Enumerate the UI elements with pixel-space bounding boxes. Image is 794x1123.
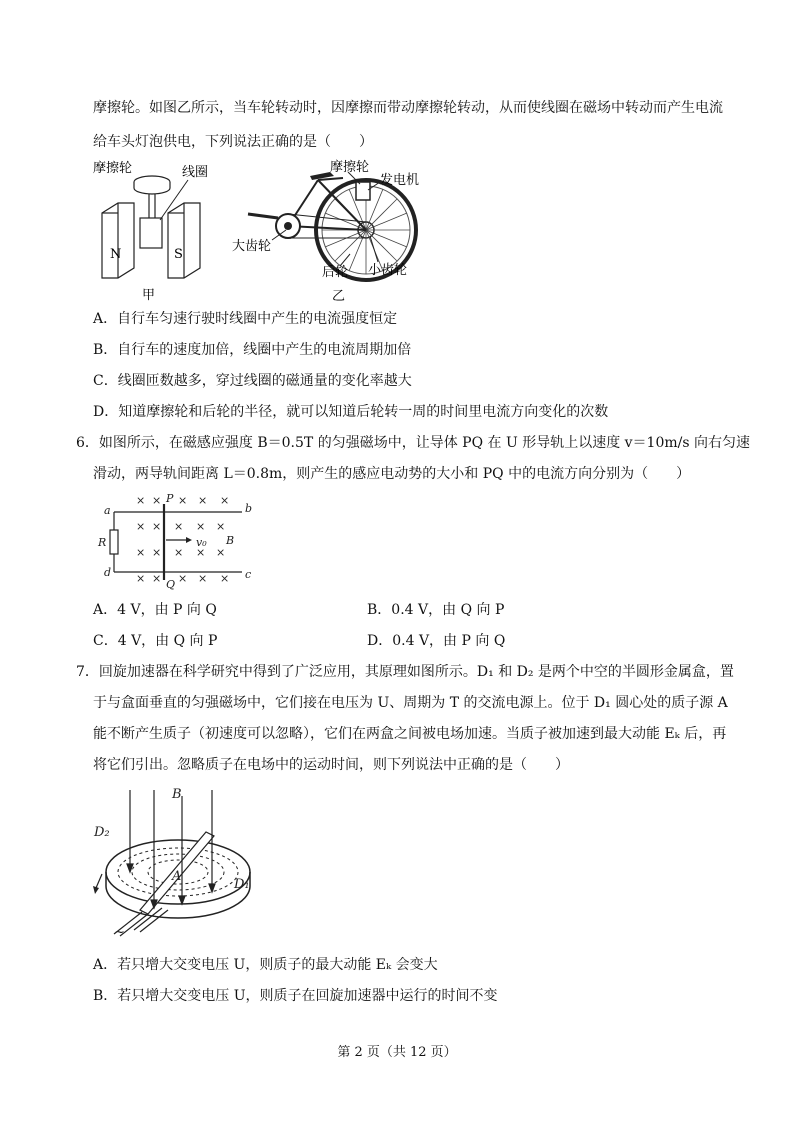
svg-text:×: ×	[198, 572, 208, 585]
svg-text:×: ×	[136, 546, 146, 559]
q7-option-a[interactable]: A．若只增大交变电压 U，则质子的最大动能 Eₖ 会变大	[93, 957, 438, 973]
caption-yi: 乙	[332, 289, 346, 304]
caption-jia: 甲	[142, 288, 156, 303]
svg-text:×: ×	[220, 572, 230, 585]
q6-text-line1: 6．如图所示，在磁感应强度 B＝0.5T 的匀强磁场中，让导体 PQ 在 U 形导轨上以速度 v＝10m/s 向右匀速	[76, 435, 750, 451]
q6-option-c[interactable]: C．4 V，由 Q 向 P	[93, 633, 218, 649]
svg-text:×: ×	[178, 572, 188, 585]
label-a: a	[104, 504, 111, 517]
q5-text-line2: 给车头灯泡供电，下列说法正确的是（ ）	[93, 134, 373, 150]
svg-text:×: ×	[136, 494, 146, 507]
label-q: Q	[166, 578, 176, 590]
q6-option-a[interactable]: A．4 V，由 P 向 Q	[93, 602, 217, 618]
figure-cyclotron	[88, 784, 258, 944]
label-friction-wheel-yi: 摩擦轮	[330, 160, 370, 175]
q5-option-d[interactable]: D．知道摩擦轮和后轮的半径，就可以知道后轮转一周的时间里电流方向变化的次数	[93, 404, 609, 420]
label-big-gear: 大齿轮	[232, 239, 272, 254]
label-cyclotron-b: B	[172, 787, 182, 802]
svg-text:×: ×	[152, 572, 162, 585]
svg-text:×: ×	[152, 520, 162, 533]
svg-text:×: ×	[174, 546, 184, 559]
figure-yi	[228, 158, 438, 306]
label-small-gear: 小齿轮	[368, 263, 408, 278]
svg-text:×: ×	[216, 546, 226, 559]
label-ac-source: ~	[114, 925, 125, 940]
label-friction-wheel-jia: 摩擦轮	[93, 161, 133, 176]
q6-option-b[interactable]: B．0.4 V，由 Q 向 P	[367, 602, 505, 618]
label-n-pole: N	[110, 247, 122, 262]
svg-text:×: ×	[152, 546, 162, 559]
q7-text-line3: 能不断产生质子（初速度可以忽略），它们在两盒之间被电场加速。当质子被加速到最大动能 Eₖ 后，再	[93, 726, 727, 742]
svg-text:×: ×	[178, 494, 188, 507]
svg-text:×: ×	[152, 494, 162, 507]
page-footer: 第 2 页（共 12 页）	[337, 1045, 457, 1060]
q7-text-line4: 将它们引出。忽略质子在电场中的运动时间，则下列说法中正确的是（ ）	[93, 757, 569, 773]
q5-text-line1: 摩擦轮。如图乙所示，当车轮转动时，因摩擦而带动摩擦轮转动，从而使线圈在磁场中转动而产生电流	[93, 100, 723, 116]
label-d2: D₂	[94, 825, 110, 840]
figure-jia	[88, 158, 223, 303]
label-source-a: A	[172, 869, 182, 884]
svg-text:×: ×	[136, 520, 146, 533]
label-p: P	[166, 492, 174, 505]
svg-text:×: ×	[198, 494, 208, 507]
svg-text:×: ×	[196, 546, 206, 559]
q7-text-line2: 于与盒面垂直的匀强磁场中，它们接在电压为 U、周期为 T 的交流电源上。位于 D₁ 圆心处的质子源 A	[93, 695, 728, 711]
label-coil: 线圈	[182, 165, 209, 180]
svg-text:×: ×	[220, 494, 230, 507]
q7-option-b[interactable]: B．若只增大交变电压 U，则质子在回旋加速器中运行的时间不变	[93, 988, 498, 1004]
q5-option-b[interactable]: B．自行车的速度加倍，线圈中产生的电流周期加倍	[93, 342, 412, 358]
q5-option-a[interactable]: A．自行车匀速行驶时线圈中产生的电流强度恒定	[93, 311, 398, 327]
label-r: R	[98, 536, 107, 549]
label-d: d	[104, 566, 112, 579]
label-v0: v₀	[196, 536, 207, 549]
label-rear-wheel: 后轮	[322, 265, 349, 280]
q7-text-line1: 7．回旋加速器在科学研究中得到了广泛应用，其原理如图所示。D₁ 和 D₂ 是两个中空的半圆形金属盒，置	[76, 664, 734, 680]
svg-text:×: ×	[174, 520, 184, 533]
label-generator: 发电机	[380, 173, 420, 188]
svg-text:×: ×	[136, 572, 146, 585]
label-d1: D₁	[234, 877, 250, 892]
svg-text:×: ×	[196, 520, 206, 533]
label-field-b: B	[226, 534, 235, 547]
q6-text-line2: 滑动，两导轨间距离 L＝0.8m，则产生的感应电动势的大小和 PQ 中的电流方向分别为（ ）	[93, 466, 691, 482]
label-s-pole: S	[174, 247, 183, 262]
figure-q6-rails	[92, 490, 257, 590]
q6-option-d[interactable]: D．0.4 V，由 P 向 Q	[367, 633, 506, 649]
q5-option-c[interactable]: C．线圈匝数越多，穿过线圈的磁通量的变化率越大	[93, 373, 412, 389]
svg-text:×: ×	[216, 520, 226, 533]
label-c: c	[245, 568, 252, 581]
label-b: b	[245, 502, 253, 515]
